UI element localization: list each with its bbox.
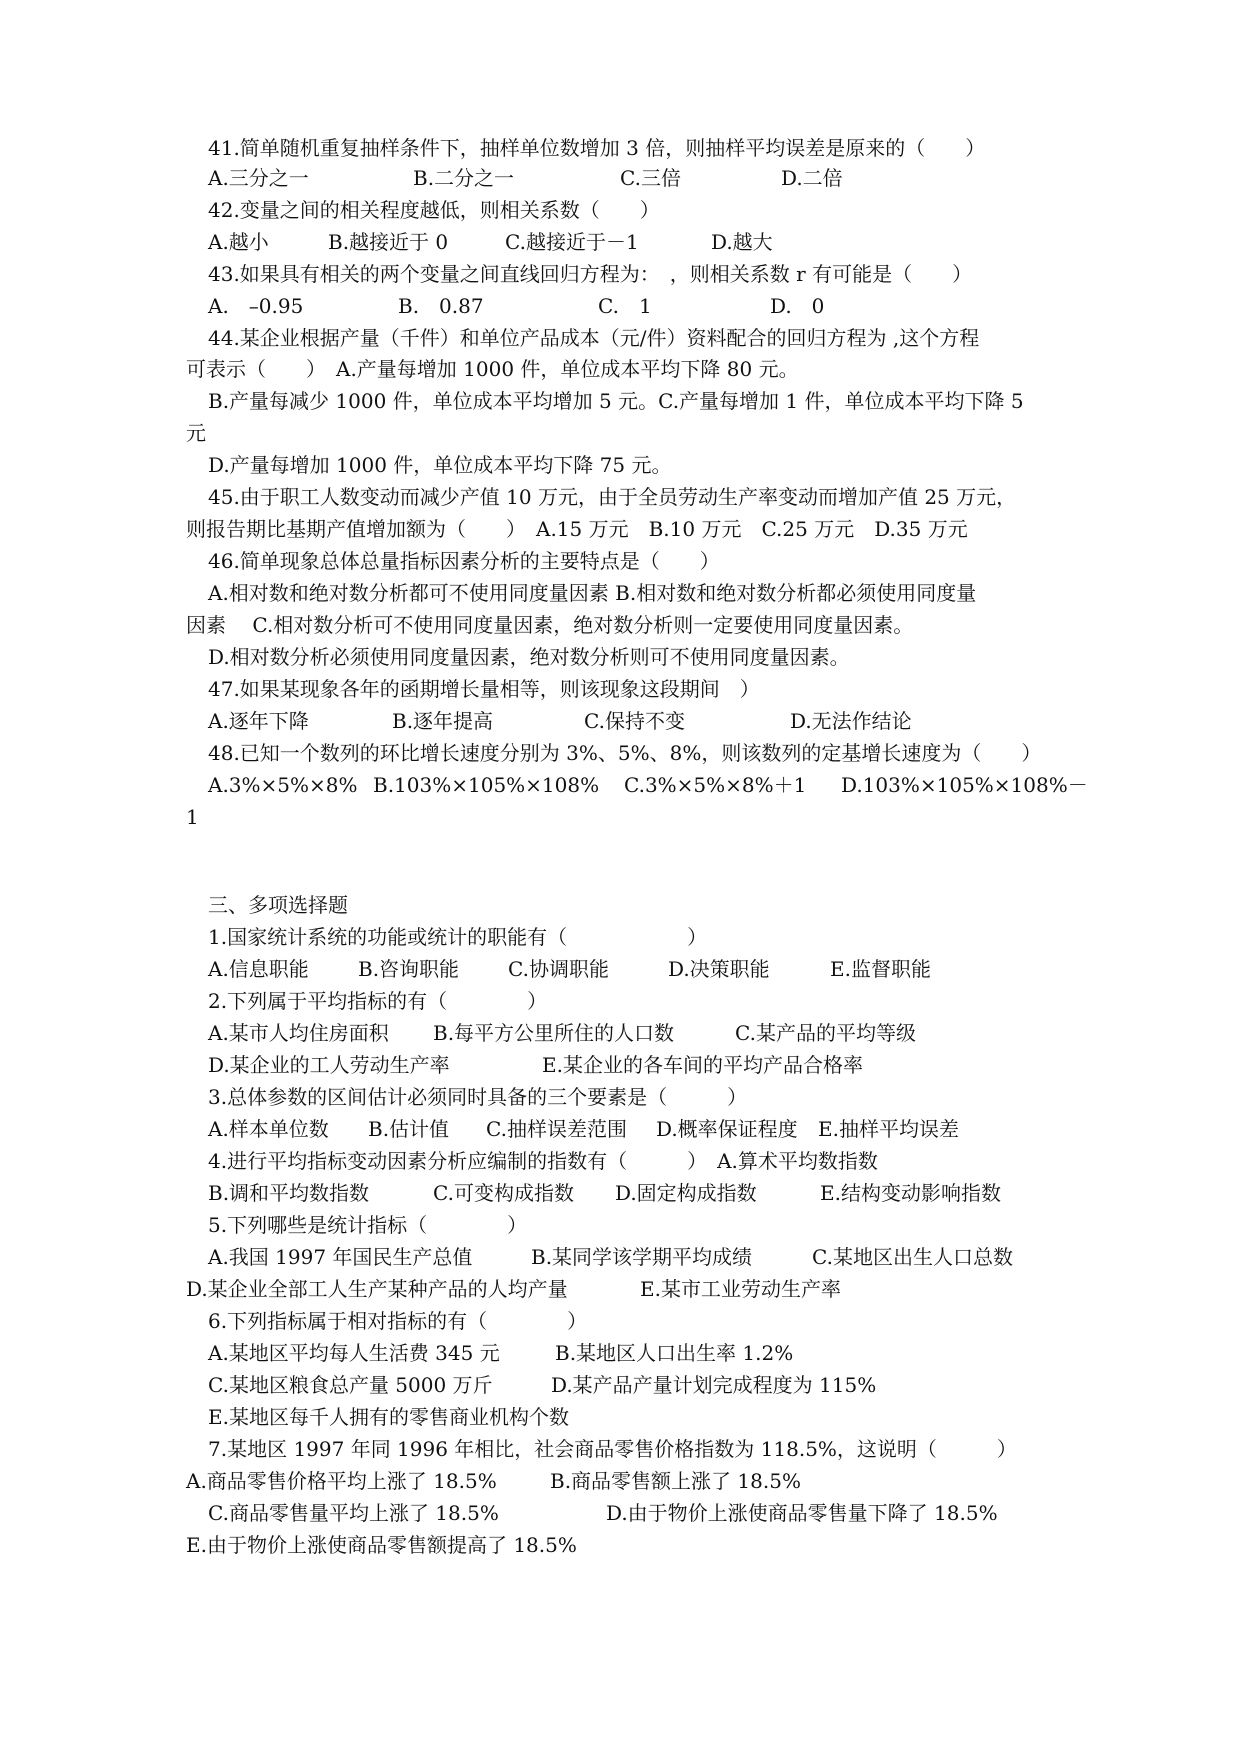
question-43-options	[0, 290, 825, 322]
question-41-stem	[0, 132, 986, 164]
multi-question-1-stem	[0, 921, 708, 953]
option-text: 元	[186, 421, 206, 445]
option-c: C. 1	[598, 294, 652, 318]
option-b: B.103%×105%×108%	[373, 773, 600, 797]
option-text: 1	[186, 805, 199, 829]
option-a: A.样本单位数	[208, 1117, 329, 1141]
multi-question-7-options-ab	[0, 1465, 801, 1497]
option-a: A.某地区平均每人生活费 345 元	[208, 1341, 500, 1365]
option-d: D.由于物价上涨使商品零售量下降了 18.5%	[606, 1501, 998, 1525]
multi-question-5-stem	[0, 1209, 528, 1241]
question-48-stem	[0, 737, 1042, 769]
option-b: B.逐年提高	[392, 709, 494, 733]
option-e: E.某企业的各车间的平均产品合格率	[542, 1053, 863, 1077]
multi-question-2-options-abc	[0, 1017, 916, 1049]
multi-question-6-options-cd	[0, 1369, 877, 1401]
section-title: 三、多项选择题	[208, 893, 348, 917]
option-a: A.某市人均住房面积	[208, 1021, 389, 1045]
option-b: B.估计值	[368, 1117, 450, 1141]
multi-question-7-options-cd	[0, 1497, 998, 1529]
option-c: C.某地区出生人口总数	[812, 1245, 1013, 1269]
question-text: 6.下列指标属于相对指标的有（ ）	[208, 1309, 588, 1333]
question-46-option-ab	[0, 577, 977, 609]
section-heading	[0, 889, 348, 921]
question-text: 48.已知一个数列的环比增长速度分别为 3%、5%、8%，则该数列的定基增长速度为（ ）	[208, 741, 1042, 765]
option-d: D.某企业的工人劳动生产率	[208, 1053, 450, 1077]
option-c: C.商品零售量平均上涨了 18.5%	[208, 1501, 499, 1525]
question-45-stem	[0, 481, 1017, 513]
question-text: 41.简单随机重复抽样条件下，抽样单位数增加 3 倍，则抽样平均误差是原来的（ ）	[208, 136, 986, 160]
option-e: E.抽样平均误差	[818, 1117, 959, 1141]
question-47-options	[0, 705, 912, 737]
option-e: E.监督职能	[830, 957, 931, 981]
multi-question-6-option-e	[0, 1401, 569, 1433]
option-e: E.某地区每千人拥有的零售商业机构个数	[208, 1405, 569, 1429]
option-a: A.信息职能	[208, 957, 309, 981]
multi-question-3-stem	[0, 1081, 748, 1113]
option-text: B.产量每减少 1000 件，单位成本平均增加 5 元。C.产量每增加 1 件，单位成本平均下降 5	[208, 389, 1024, 413]
question-44-options-wrap	[0, 417, 206, 449]
question-text: 2.下列属于平均指标的有（ ）	[208, 989, 548, 1013]
option-d: D. 0	[770, 294, 825, 318]
option-b: B.每平方公里所住的人口数	[433, 1021, 675, 1045]
question-text: 46.简单现象总体总量指标因素分析的主要特点是（ ）	[208, 549, 720, 573]
option-a: A. –0.95	[208, 294, 304, 318]
option-a: A.三分之一	[208, 166, 309, 190]
option-b: B.某地区人口出生率 1.2%	[555, 1341, 794, 1365]
question-46-option-d	[0, 641, 850, 673]
option-b: B.调和平均数指数	[208, 1181, 370, 1205]
multi-question-7-option-e	[0, 1529, 577, 1561]
option-e: E.结构变动影响指数	[820, 1181, 1001, 1205]
multi-question-4-options	[0, 1177, 1001, 1209]
option-d: D.固定构成指数	[615, 1181, 757, 1205]
question-46-stem	[0, 545, 720, 577]
option-d: D.概率保证程度	[656, 1117, 798, 1141]
option-d: D.二倍	[781, 166, 843, 190]
question-44-stem	[0, 322, 980, 354]
option-text: 因素 C.相对数分析可不使用同度量因素，绝对数分析则一定要使用同度量因素。	[186, 613, 914, 637]
multi-question-7-stem	[0, 1433, 1017, 1465]
option-b: B.越接近于 0	[328, 230, 449, 254]
option-c: C.保持不变	[584, 709, 685, 733]
option-d: D.相对数分析必须使用同度量因素，绝对数分析则可不使用同度量因素。	[208, 645, 850, 669]
option-a: A.3%×5%×8%	[208, 773, 358, 797]
question-42-options	[0, 226, 773, 258]
multi-question-5-options-abc	[0, 1241, 1013, 1273]
question-text: 7.某地区 1997 年同 1996 年相比，社会商品零售价格指数为 118.5%，这说明（ ）	[208, 1437, 1017, 1461]
option-c: C.某地区粮食总产量 5000 万斤	[208, 1373, 493, 1397]
option-c: C.3%×5%×8%＋1	[624, 773, 807, 797]
option-e: E.某市工业劳动生产率	[640, 1277, 841, 1301]
question-42-stem	[0, 194, 660, 226]
option-a: A.我国 1997 年国民生产总值	[208, 1245, 473, 1269]
option-c: C.协调职能	[508, 957, 609, 981]
option-a: A.逐年下降	[208, 709, 309, 733]
multi-question-4-stem	[0, 1145, 878, 1177]
option-e: E.由于物价上涨使商品零售额提高了 18.5%	[186, 1533, 577, 1557]
multi-question-5-options-de	[0, 1273, 841, 1305]
question-44-stem-cont	[0, 353, 799, 385]
question-text: 42.变量之间的相关程度越低，则相关系数（ ）	[208, 198, 660, 222]
option-c: C.某产品的平均等级	[735, 1021, 916, 1045]
question-text: 1.国家统计系统的功能或统计的职能有（ ）	[208, 925, 708, 949]
question-text: 43.如果具有相关的两个变量之间直线回归方程为： ，则相关系数 r 有可能是（ ）	[208, 262, 973, 286]
option-c: C.可变构成指数	[433, 1181, 574, 1205]
option-c: C.越接近于－1	[505, 230, 639, 254]
question-47-stem	[0, 673, 760, 705]
multi-question-6-stem	[0, 1305, 588, 1337]
question-43-stem	[0, 258, 973, 290]
question-text: 44.某企业根据产量（千件）和单位产品成本（元/件）资料配合的回归方程为 ,这个方程	[208, 326, 980, 350]
option-d: D.越大	[711, 230, 773, 254]
question-text: 4.进行平均指标变动因素分析应编制的指数有（ ） A.算术平均数指数	[208, 1149, 878, 1173]
multi-question-2-stem	[0, 985, 548, 1017]
question-48-options-wrap	[0, 801, 199, 833]
question-41-options	[0, 162, 843, 194]
option-d: D.决策职能	[668, 957, 770, 981]
option-b: B.咨询职能	[358, 957, 460, 981]
option-a: A.越小	[208, 230, 269, 254]
question-text: 47.如果某现象各年的函期增长量相等，则该现象这段期间 ）	[208, 677, 760, 701]
question-46-option-c	[0, 609, 914, 641]
option-c: C.抽样误差范围	[486, 1117, 627, 1141]
multi-question-6-options-ab	[0, 1337, 794, 1369]
question-45-stem-cont	[0, 513, 968, 545]
question-44-options-bc	[0, 385, 1024, 417]
option-a: A.商品零售价格平均上涨了 18.5%	[186, 1469, 497, 1493]
option-d: D.某产品产量计划完成程度为 115%	[551, 1373, 877, 1397]
question-text: 则报告期比基期产值增加额为（ ） A.15 万元 B.10 万元 C.25 万元 D.35 万元	[186, 517, 968, 541]
option-b: B.商品零售额上涨了 18.5%	[550, 1469, 801, 1493]
option-text: A.相对数和绝对数分析都可不使用同度量因素 B.相对数和绝对数分析都必须使用同度量	[208, 581, 977, 605]
question-text: 5.下列哪些是统计指标（ ）	[208, 1213, 528, 1237]
option-b: B.二分之一	[413, 166, 515, 190]
question-48-options	[0, 769, 1088, 801]
option-d: D.产量每增加 1000 件，单位成本平均下降 75 元。	[208, 453, 672, 477]
option-d: D.某企业全部工人生产某种产品的人均产量	[186, 1277, 568, 1301]
multi-question-3-options	[0, 1113, 959, 1145]
option-c: C.三倍	[620, 166, 681, 190]
option-b: B.某同学该学期平均成绩	[531, 1245, 753, 1269]
question-44-option-d	[0, 449, 672, 481]
multi-question-2-options-de	[0, 1049, 863, 1081]
multi-question-1-options	[0, 953, 931, 985]
question-text: 3.总体参数的区间估计必须同时具备的三个要素是（ ）	[208, 1085, 748, 1109]
option-d: D.无法作结论	[790, 709, 912, 733]
question-text: 可表示（ ） A.产量每增加 1000 件，单位成本平均下降 80 元。	[186, 357, 799, 381]
question-text: 45.由于职工人数变动而减少产值 10 万元，由于全员劳动生产率变动而增加产值 25 万元，	[208, 485, 1017, 509]
option-b: B. 0.87	[398, 294, 484, 318]
option-d: D.103%×105%×108%－	[841, 773, 1088, 797]
